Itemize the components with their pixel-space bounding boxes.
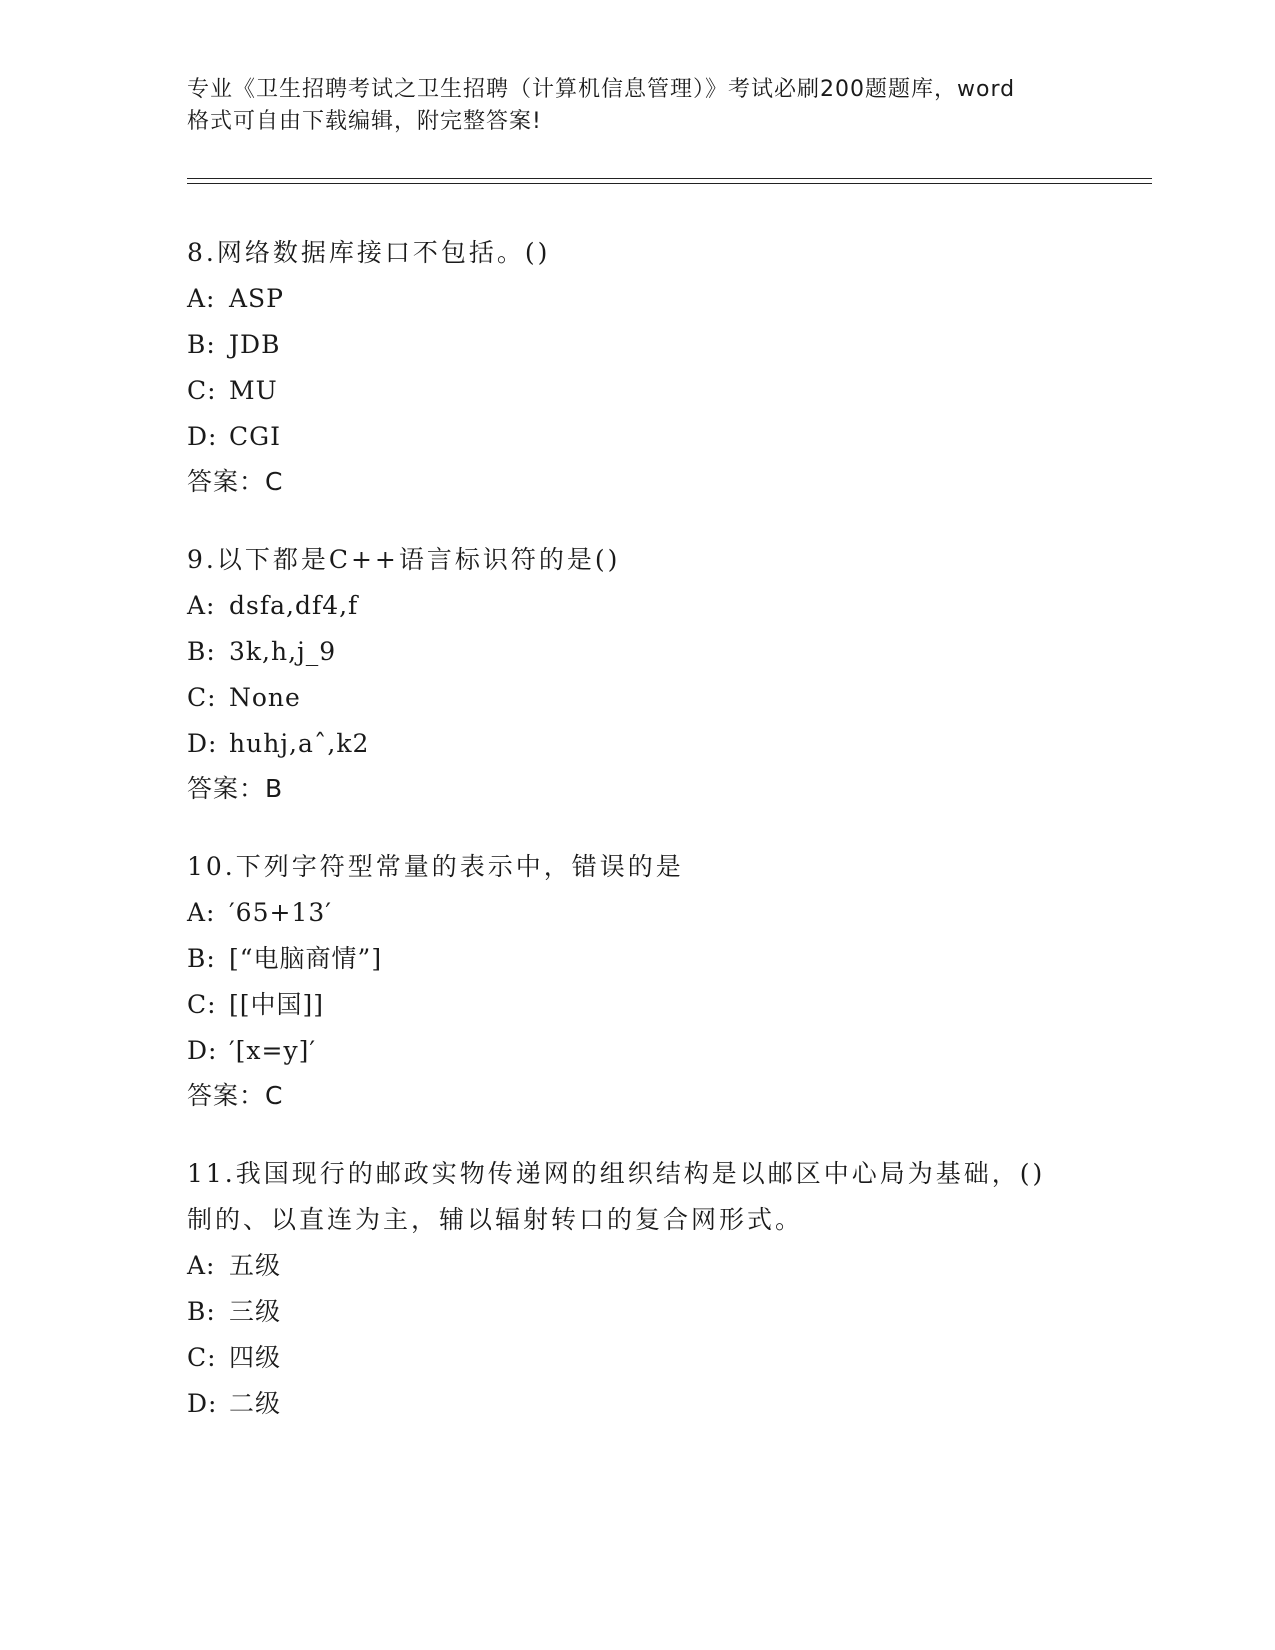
question-text: 10.下列字符型常量的表示中，错误的是 [187,852,684,881]
option-key: D: [187,422,218,451]
option-a [187,890,1087,936]
option-key: B: [187,330,216,359]
option-b [187,322,1087,368]
answer-text: 答案：B [187,774,284,803]
option-b [187,629,1087,675]
option-value: [“电脑商情”] [229,944,383,973]
option-key: A: [187,1251,216,1280]
question-text: 9.以下都是C++语言标识符的是() [187,545,621,574]
option-c [187,982,1087,1028]
option-value: ′65+13′ [229,898,332,927]
option-c [187,1335,1057,1381]
option-d [187,1028,1087,1074]
option-value: ASP [229,284,285,313]
option-b [187,1289,1057,1335]
option-value: 四级 [229,1343,282,1372]
option-a [187,276,1087,322]
question-8 [187,230,1087,504]
option-key: C: [187,990,217,1019]
option-value: 3k,h,j_9 [229,637,337,666]
option-key: C: [187,683,217,712]
document-header [187,74,1087,138]
option-value: huhj,aˆ,k2 [229,729,370,758]
option-key: C: [187,1343,217,1372]
option-b [187,936,1087,982]
question-9 [187,537,1087,811]
answer-text: 答案：C [187,467,284,496]
option-value: 五级 [229,1251,282,1280]
option-value: ′[x=y]′ [229,1036,317,1065]
answer-text: 答案：C [187,1081,284,1110]
option-value: 二级 [229,1389,282,1418]
option-key: D: [187,729,218,758]
option-key: A: [187,898,216,927]
option-value: None [229,683,301,712]
header-line-2: 格式可自由下载编辑，附完整答案! [187,109,542,134]
option-value: MU [229,376,278,405]
option-value: [[中国]] [229,990,325,1019]
option-key: D: [187,1036,218,1065]
option-key: B: [187,637,216,666]
option-d [187,721,1087,767]
header-line-1: 专业《卫生招聘考试之卫生招聘（计算机信息管理）》考试必刷200题题库，word [187,77,1016,102]
option-key: B: [187,1297,216,1326]
question-10 [187,844,1087,1118]
option-key: A: [187,591,216,620]
option-key: C: [187,376,217,405]
option-a [187,1243,1057,1289]
option-value: dsfa,df4,f [229,591,359,620]
option-c [187,368,1087,414]
option-key: D: [187,1389,218,1418]
option-value: JDB [229,330,281,359]
option-key: B: [187,944,216,973]
option-c [187,675,1087,721]
header-divider-top [187,178,1152,179]
option-a [187,583,1087,629]
question-text: 8.网络数据库接口不包括。() [187,238,551,267]
option-d [187,1381,1057,1427]
question-11 [187,1151,1057,1427]
option-key: A: [187,284,216,313]
option-value: 三级 [229,1297,282,1326]
option-value: CGI [229,422,281,451]
question-text: 11.我国现行的邮政实物传递网的组织结构是以邮区中心局为基础，()制的、以直连为主，辅以辐射转口的复合网形式。 [187,1159,1046,1234]
header-divider-bottom [187,183,1152,184]
option-d [187,414,1087,460]
